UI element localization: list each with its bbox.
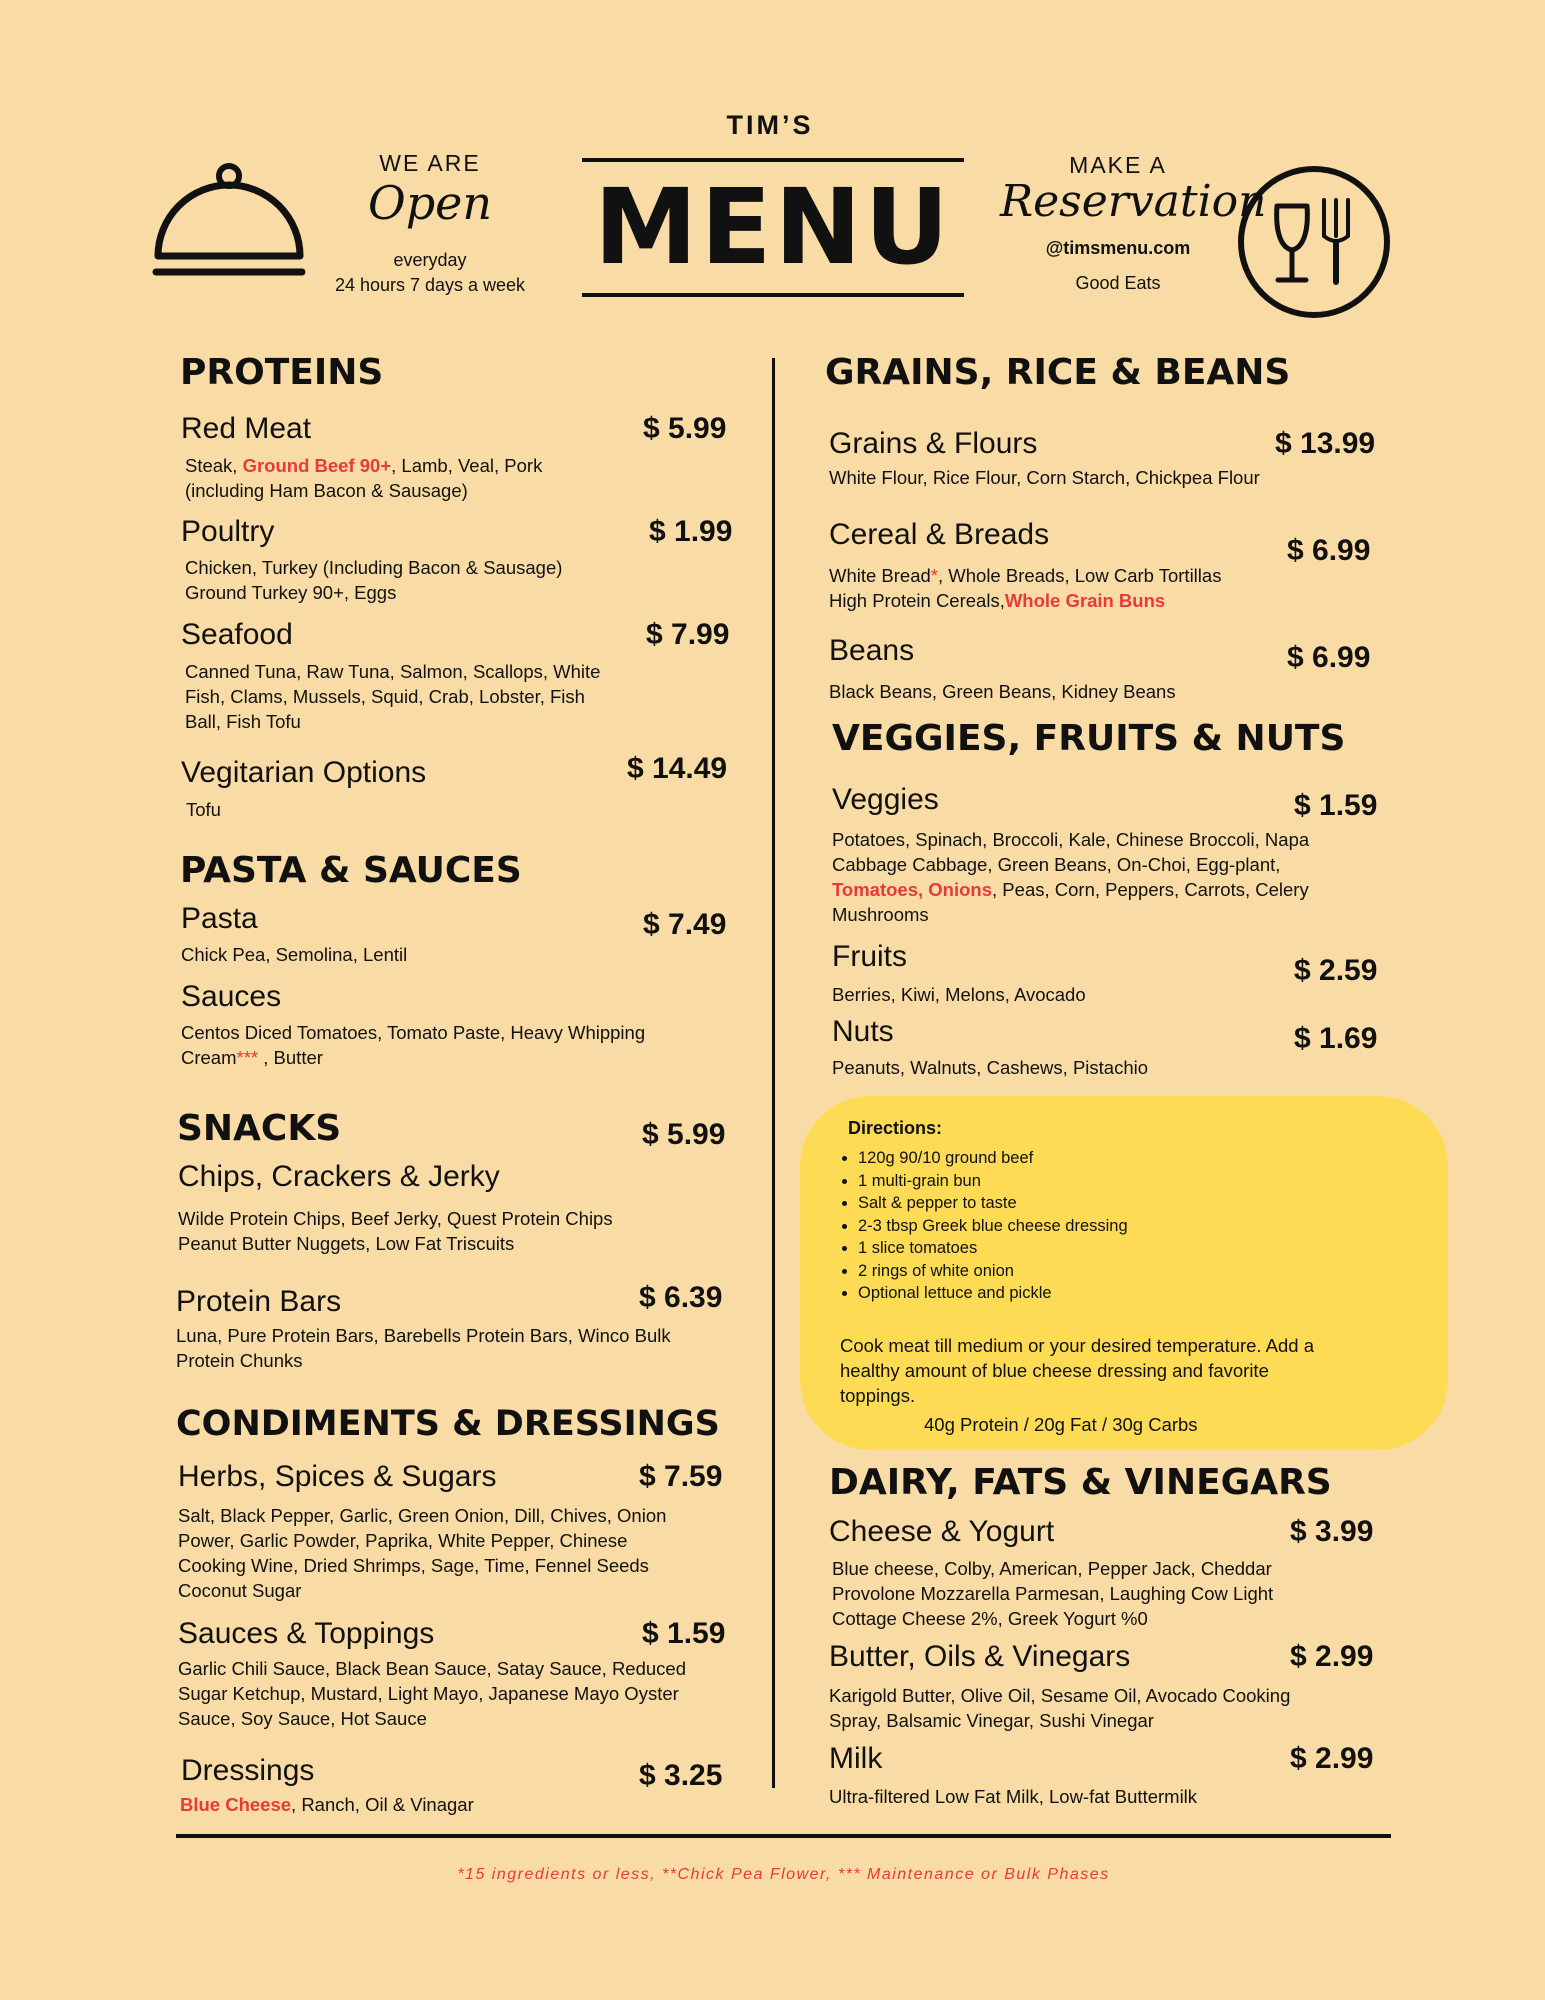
price-herbs: $ 7.59 bbox=[639, 1460, 723, 1493]
section-title-snacks: SNACKS bbox=[177, 1108, 342, 1149]
price-pasta: $ 7.49 bbox=[643, 908, 727, 941]
price-veggies: $ 1.59 bbox=[1294, 789, 1378, 822]
desc-fruits: Berries, Kiwi, Melons, Avocado bbox=[832, 984, 1086, 1005]
section-title-condiments: CONDIMENTS & DRESSINGS bbox=[176, 1404, 720, 1444]
item-chips: Chips, Crackers & Jerky bbox=[178, 1160, 500, 1193]
direction-step: • Optional lettuce and pickle bbox=[858, 1282, 1448, 1305]
price-milk: $ 2.99 bbox=[1290, 1742, 1374, 1775]
directions-macros: 40g Protein / 20g Fat / 30g Carbs bbox=[924, 1414, 1198, 1435]
desc-sauces: Centos Diced Tomatoes, Tomato Paste, Heavy Whipping Cream*** , Butter bbox=[181, 1022, 646, 1068]
glass-fork-icon bbox=[1236, 164, 1392, 320]
direction-step: • 1 slice tomatoes bbox=[858, 1237, 1448, 1260]
we-are-label: WE ARE bbox=[379, 150, 481, 176]
desc-veggies: Potatoes, Spinach, Broccoli, Kale, Chinese Broccoli, Napa Cabbage Cabbage, Green Beans, On-Choi, Egg-plant, Tomatoes, Onions, Peas, Corn, Peppers, Carrots, Celery Mushrooms bbox=[832, 829, 1310, 925]
direction-step: • Salt & pepper to taste bbox=[858, 1192, 1448, 1215]
direction-step: • 120g 90/10 ground beef bbox=[858, 1147, 1448, 1170]
price-fruits: $ 2.59 bbox=[1294, 954, 1378, 987]
section-title-proteins: PROTEINS bbox=[180, 352, 384, 393]
desc-beans: Black Beans, Green Beans, Kidney Beans bbox=[829, 681, 1176, 702]
tagline-label: Good Eats bbox=[1075, 273, 1161, 293]
item-sauces: Sauces bbox=[181, 980, 282, 1013]
desc-nuts: Peanuts, Walnuts, Cashews, Pistachio bbox=[832, 1057, 1149, 1078]
item-red-meat: Red Meat bbox=[181, 412, 312, 445]
reservation-script: Reservation bbox=[1000, 176, 1267, 227]
desc-pasta: Chick Pea, Semolina, Lentil bbox=[181, 944, 408, 965]
desc-seafood: Canned Tuna, Raw Tuna, Salmon, Scallops, White Fish, Clams, Mussels, Squid, Crab, Lobster, Fish Ball, Fish Tofu bbox=[185, 661, 601, 732]
item-grains-flours: Grains & Flours bbox=[829, 427, 1038, 460]
desc-cheese-yogurt: Blue cheese, Colby, American, Pepper Jack, Cheddar Provolone Mozzarella Parmesan, Laughing Cow Light Cottage Cheese 2%, Greek Yogurt %0 bbox=[832, 1558, 1274, 1629]
directions-list bbox=[828, 1147, 1448, 1305]
price-vegitarian: $ 14.49 bbox=[627, 752, 728, 785]
item-nuts: Nuts bbox=[832, 1015, 894, 1048]
desc-herbs: Salt, Black Pepper, Garlic, Green Onion, Dill, Chives, Onion Power, Garlic Powder, Paprika, White Pepper, Chinese Cooking Wine, Dried Shrimps, Sage, Time, Fennel Seeds Coconut Sugar bbox=[178, 1505, 667, 1601]
desc-milk: Ultra-filtered Low Fat Milk, Low-fat Buttermilk bbox=[829, 1786, 1198, 1807]
item-cheese-yogurt: Cheese & Yogurt bbox=[829, 1515, 1055, 1548]
item-herbs: Herbs, Spices & Sugars bbox=[178, 1460, 497, 1493]
item-seafood: Seafood bbox=[181, 618, 293, 651]
desc-protein-bars: Luna, Pure Protein Bars, Barebells Protein Bars, Winco Bulk Protein Chunks bbox=[176, 1325, 671, 1371]
desc-red-meat: Steak, Ground Beef 90+, Lamb, Veal, Pork (including Ham Bacon & Sausage) bbox=[185, 455, 543, 501]
price-beans: $ 6.99 bbox=[1287, 641, 1371, 674]
title-rule-bottom bbox=[582, 293, 964, 297]
footer-rule bbox=[176, 1834, 1391, 1838]
directions-title: Directions: bbox=[848, 1118, 943, 1138]
page-title: MENU bbox=[593, 166, 953, 288]
item-fruits: Fruits bbox=[832, 940, 907, 973]
desc-butter-oils: Karigold Butter, Olive Oil, Sesame Oil, Avocado Cooking Spray, Balsamic Vinegar, Sushi Vinegar bbox=[829, 1685, 1291, 1731]
price-cheese-yogurt: $ 3.99 bbox=[1290, 1515, 1374, 1548]
desc-dressings: Blue Cheese, Ranch, Oil & Vinagar bbox=[180, 1794, 474, 1815]
brand-name: TIM’S bbox=[726, 110, 814, 140]
handle-link[interactable]: @timsmenu.com bbox=[1045, 238, 1191, 258]
price-dressings: $ 3.25 bbox=[639, 1759, 723, 1792]
cloche-icon bbox=[150, 160, 310, 286]
price-cereal-breads: $ 6.99 bbox=[1287, 534, 1371, 567]
desc-vegitarian: Tofu bbox=[186, 799, 221, 820]
directions-box bbox=[800, 1096, 1448, 1450]
section-title-pasta: PASTA & SAUCES bbox=[180, 850, 522, 891]
section-title-veggies: VEGGIES, FRUITS & NUTS bbox=[832, 718, 1346, 759]
directions-paragraph: Cook meat till medium or your desired temperature. Add a healthy amount of blue cheese dressing and favorite toppings. bbox=[840, 1335, 1315, 1406]
item-poultry: Poultry bbox=[181, 515, 275, 548]
price-poultry: $ 1.99 bbox=[649, 515, 733, 548]
section-title-dairy: DAIRY, FATS & VINEGARS bbox=[829, 1462, 1332, 1503]
column-divider bbox=[772, 358, 775, 1788]
direction-step: • 2-3 tbsp Greek blue cheese dressing bbox=[858, 1215, 1448, 1238]
item-vegitarian: Vegitarian Options bbox=[181, 756, 427, 789]
desc-toppings: Garlic Chili Sauce, Black Bean Sauce, Satay Sauce, Reduced Sugar Ketchup, Mustard, Light Mayo, Japanese Mayo Oyster Sauce, Soy Sauce, Hot Sauce bbox=[178, 1658, 687, 1729]
price-snacks: $ 5.99 bbox=[642, 1118, 726, 1151]
desc-chips: Wilde Protein Chips, Beef Jerky, Quest Protein Chips Peanut Butter Nuggets, Low Fat Triscuits bbox=[178, 1208, 613, 1254]
price-grains-flours: $ 13.99 bbox=[1275, 427, 1376, 460]
make-a-label: MAKE A bbox=[1069, 152, 1167, 178]
open-script: Open bbox=[367, 176, 492, 230]
price-toppings: $ 1.59 bbox=[642, 1617, 726, 1650]
item-butter-oils: Butter, Oils & Vinegars bbox=[829, 1640, 1131, 1673]
item-protein-bars: Protein Bars bbox=[176, 1285, 342, 1318]
desc-poultry: Chicken, Turkey (Including Bacon & Sausage) Ground Turkey 90+, Eggs bbox=[185, 557, 563, 603]
desc-grains-flours: White Flour, Rice Flour, Corn Starch, Chickpea Flour bbox=[829, 467, 1260, 488]
footnote: *15 ingredients or less, **Chick Pea Flower, *** Maintenance or Bulk Phases bbox=[457, 1866, 1110, 1883]
item-toppings: Sauces & Toppings bbox=[178, 1617, 435, 1650]
title-rule-top bbox=[582, 158, 964, 162]
direction-step: • 2 rings of white onion bbox=[858, 1260, 1448, 1283]
item-dressings: Dressings bbox=[181, 1754, 315, 1787]
item-pasta: Pasta bbox=[181, 902, 258, 935]
price-seafood: $ 7.99 bbox=[646, 618, 730, 651]
section-title-grains: GRAINS, RICE & BEANS bbox=[825, 352, 1291, 393]
everyday-label: everyday bbox=[393, 250, 467, 270]
item-milk: Milk bbox=[829, 1742, 883, 1775]
item-cereal-breads: Cereal & Breads bbox=[829, 518, 1050, 551]
price-nuts: $ 1.69 bbox=[1294, 1022, 1378, 1055]
hours-label: 24 hours 7 days a week bbox=[334, 275, 526, 295]
desc-cereal-breads: White Bread*, Whole Breads, Low Carb Tortillas High Protein Cereals,Whole Grain Buns bbox=[829, 565, 1222, 611]
direction-step: • 1 multi-grain bun bbox=[858, 1170, 1448, 1193]
item-veggies: Veggies bbox=[832, 783, 939, 816]
price-butter-oils: $ 2.99 bbox=[1290, 1640, 1374, 1673]
price-protein-bars: $ 6.39 bbox=[639, 1281, 723, 1314]
item-beans: Beans bbox=[829, 634, 915, 667]
price-red-meat: $ 5.99 bbox=[643, 412, 727, 445]
